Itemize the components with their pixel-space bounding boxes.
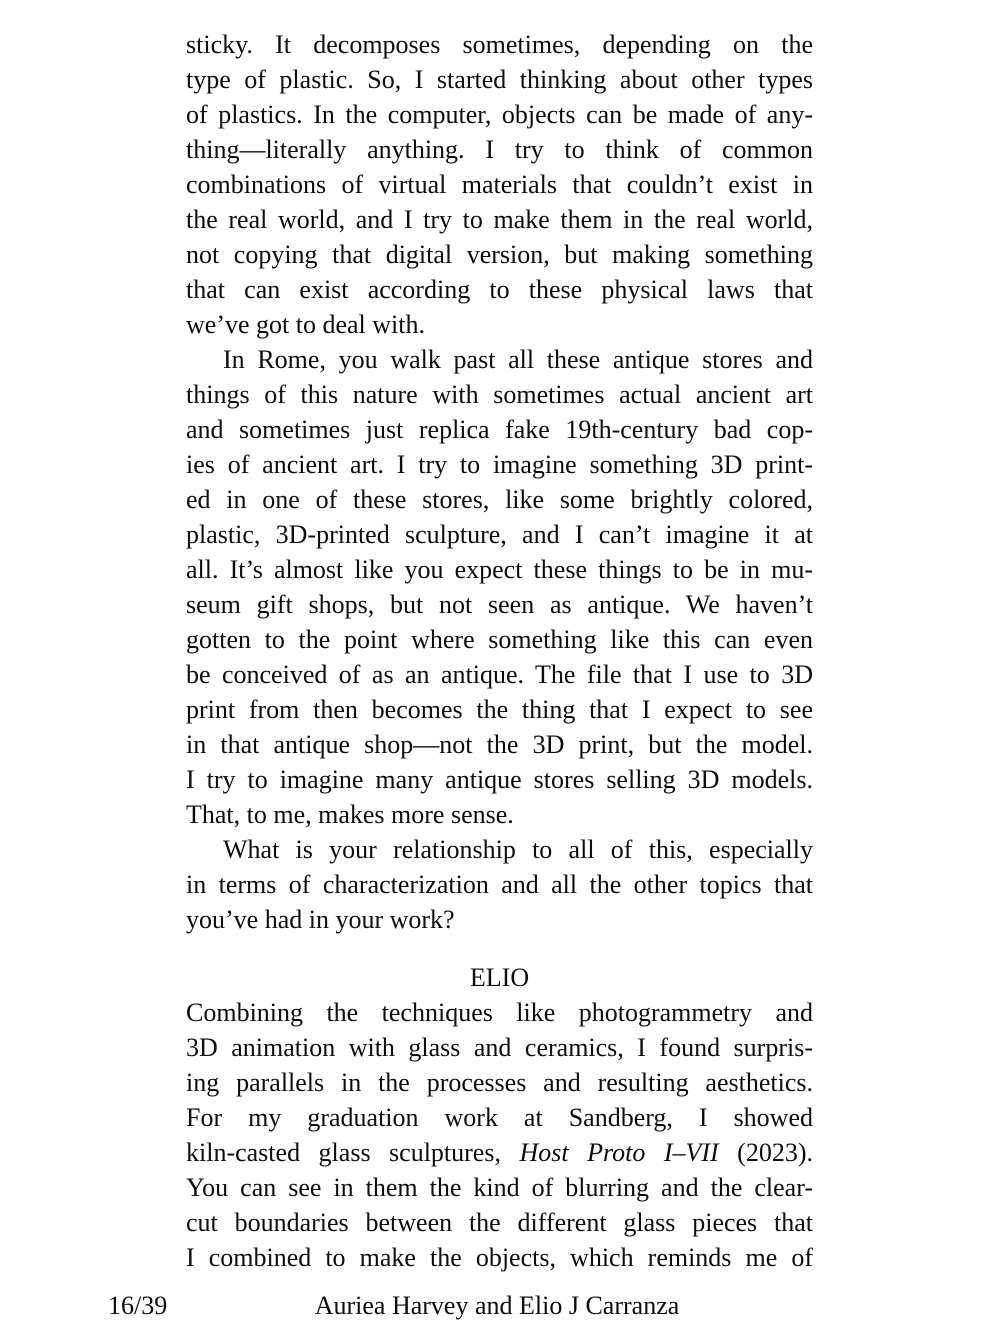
text-line: thing—literally anything. I try to think of common — [186, 135, 813, 164]
text-segment: kiln-casted glass sculptures, — [186, 1138, 520, 1167]
text-line — [186, 1135, 813, 1170]
text-line: That, to me, makes more sense. — [186, 800, 514, 829]
text-line: all. It’s almost like you expect these things to be in mu- — [186, 555, 813, 584]
para-rome-antique-stores — [186, 342, 813, 832]
page-number: 16/39 — [108, 1291, 168, 1320]
text-line: type of plastic. So, I started thinking about other types — [186, 65, 813, 94]
running-title: Auriea Harvey and Elio J Carranza — [314, 1291, 680, 1320]
text-line: Combining the techniques like photogrammetry and — [186, 998, 813, 1027]
text-line: be conceived of as an antique. The file that I use to 3D — [186, 660, 813, 689]
text-line: that can exist according to these physical laws that — [186, 275, 813, 304]
text-line: seum gift shops, but not seen as antique. We haven’t — [186, 590, 813, 619]
text-line: What is your relationship to all of this, especially — [223, 835, 813, 864]
work-title-italic: Host Proto I–VII — [519, 1138, 719, 1167]
text-line: print from then becomes the thing that I expect to see — [186, 695, 813, 724]
text-line: combinations of virtual materials that couldn’t exist in — [186, 170, 813, 199]
text-line: not copying that digital version, but making something — [186, 240, 813, 269]
text-line: For my graduation work at Sandberg, I showed — [186, 1103, 813, 1132]
text-line: of plastics. In the computer, objects can be made of any- — [186, 100, 813, 129]
text-line: sticky. It decomposes sometimes, depending on the — [186, 30, 813, 59]
text-line: I combined to make the objects, which reminds me of — [186, 1243, 813, 1272]
text-line: ing parallels in the processes and resulting aesthetics. — [186, 1068, 813, 1097]
text-line: things of this nature with sometimes actual ancient art — [186, 380, 813, 409]
para-plastic-decomposes — [186, 27, 813, 342]
page-footer — [0, 1288, 994, 1328]
text-line: the real world, and I try to make them in the real world, — [186, 205, 813, 234]
text-segment: (2023). — [718, 1138, 813, 1167]
text-column — [186, 27, 813, 1275]
text-line: gotten to the point where something like this can even — [186, 625, 813, 654]
text-line: in that antique shop—not the 3D print, but the model. — [186, 730, 813, 759]
text-line: we’ve got to deal with. — [186, 310, 425, 339]
text-line: In Rome, you walk past all these antique stores and — [223, 345, 813, 374]
speaker-heading-elio: ELIO — [469, 963, 530, 992]
text-line: ed in one of these stores, like some brightly colored, — [186, 485, 813, 514]
text-line: You can see in them the kind of blurring and the clear- — [186, 1173, 813, 1202]
text-line: and sometimes just replica fake 19th-century bad cop- — [186, 415, 813, 444]
para-question-relationship — [186, 832, 813, 937]
text-line: 3D animation with glass and ceramics, I found surpris- — [186, 1033, 813, 1062]
text-line: you’ve had in your work? — [186, 905, 455, 934]
text-line: plastic, 3D-printed sculpture, and I can’t imagine it at — [186, 520, 813, 549]
text-line: cut boundaries between the different glass pieces that — [186, 1208, 813, 1237]
para-elio-response — [186, 995, 813, 1275]
text-line: in terms of characterization and all the other topics that — [186, 870, 813, 899]
text-line: I try to imagine many antique stores selling 3D models. — [186, 765, 813, 794]
text-line: ies of ancient art. I try to imagine something 3D print- — [186, 450, 813, 479]
